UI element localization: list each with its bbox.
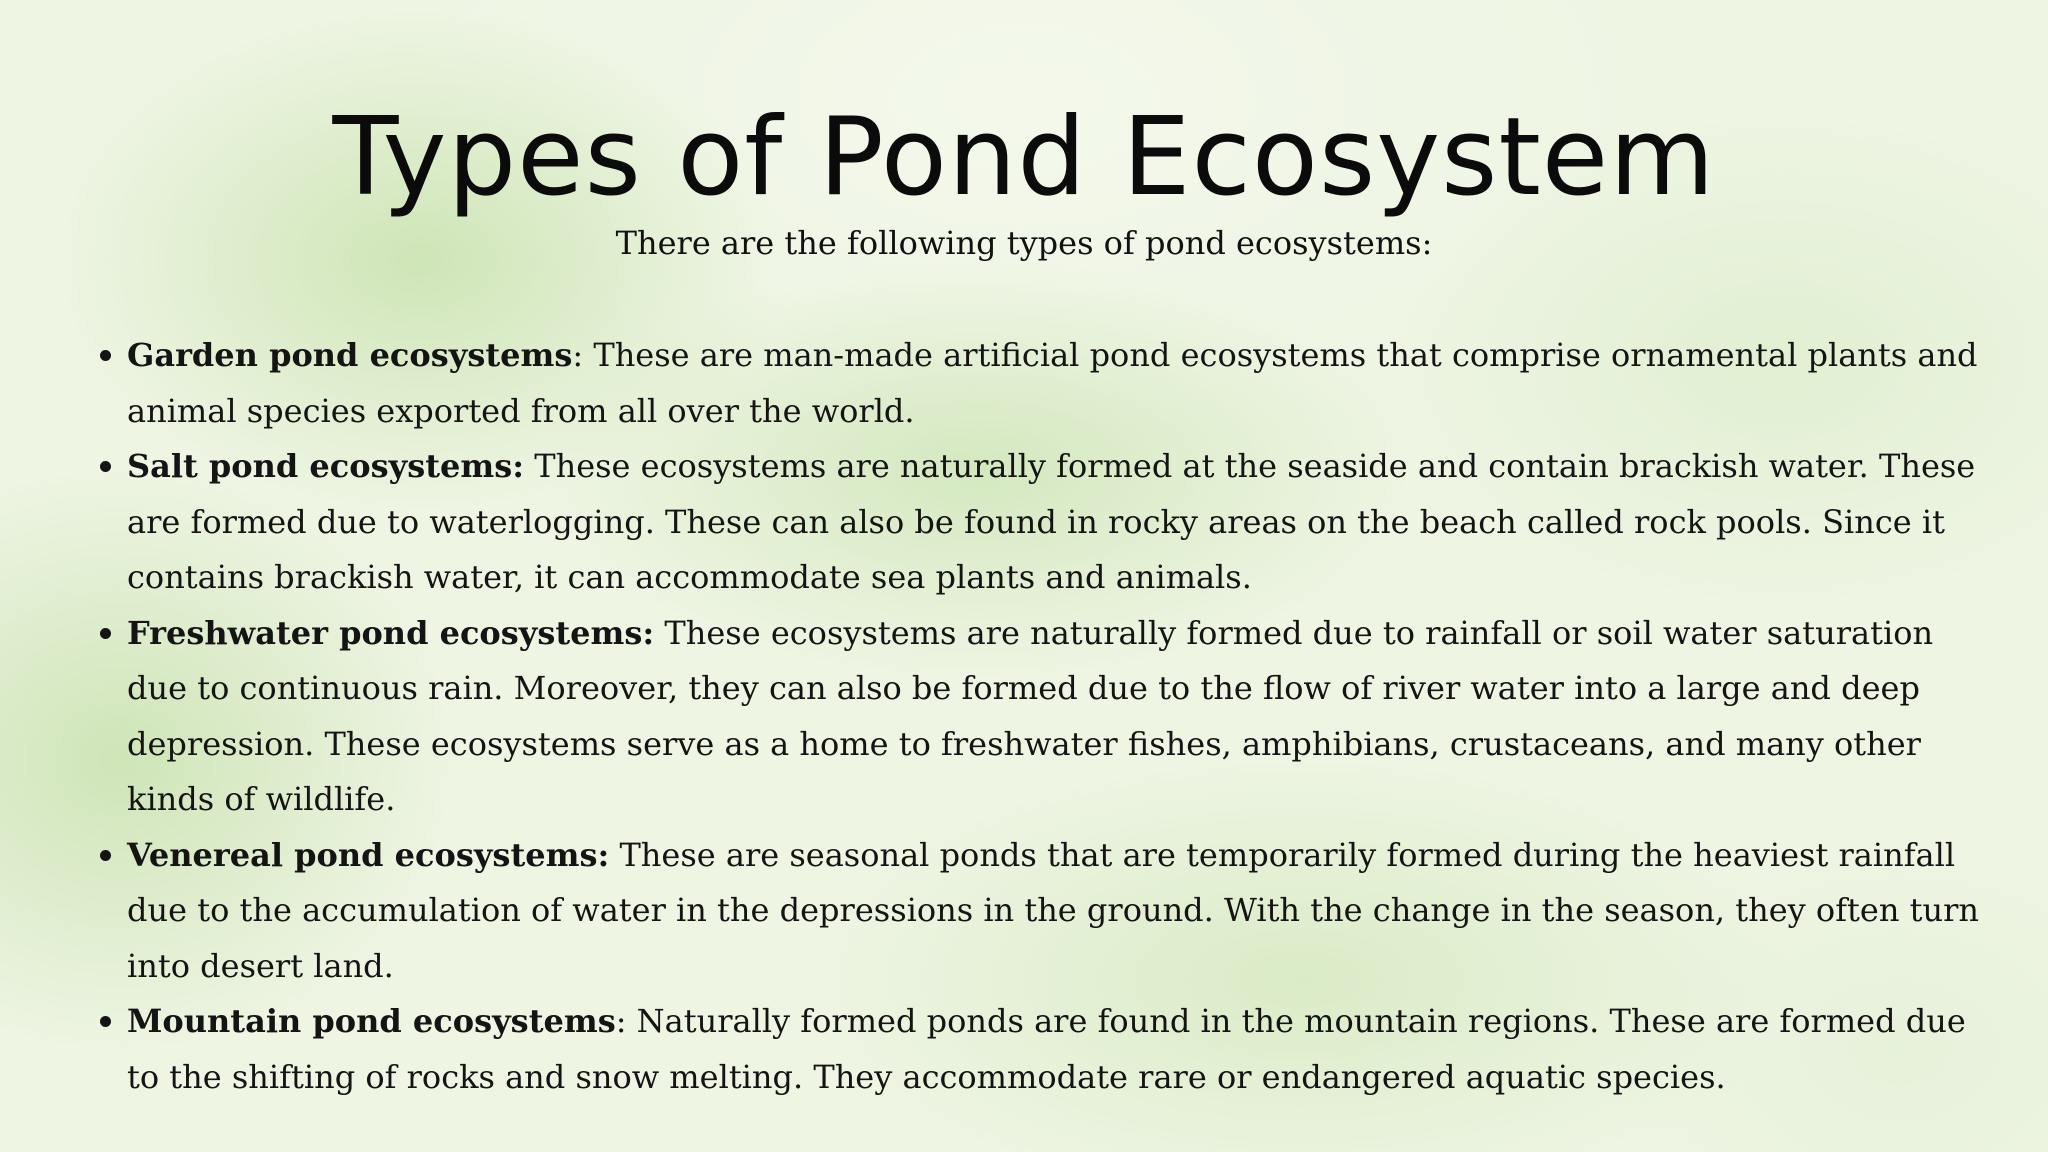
item-description: These are seasonal ponds that are temporarily formed during the heaviest rainfall due to the accumulation of water in the depressions in the ground. With the change in the season, they often turn into desert land.	[127, 835, 1979, 985]
bullet-icon	[100, 350, 111, 361]
slide-title: Types of Pond Ecosystem	[332, 95, 1716, 220]
list-item-salt-pond	[127, 439, 1987, 606]
item-term: Garden pond ecosystems	[127, 336, 573, 374]
bullet-icon	[100, 850, 111, 861]
item-description: Naturally formed ponds are found in the mountain regions. These are formed due to the shifting of rocks and snow melting. They accommodate rare or endangered aquatic species.	[127, 1002, 1966, 1096]
item-term: Mountain pond ecosystems	[127, 1002, 616, 1040]
bullet-icon	[100, 628, 111, 639]
item-separator: :	[615, 1002, 627, 1040]
list-item-garden-pond	[127, 328, 1987, 439]
list-item-mountain-pond	[127, 994, 1987, 1105]
slide-subtitle: There are the following types of pond ecosystems:	[615, 224, 1433, 262]
item-description: These ecosystems are naturally formed due to rainfall or soil water saturation due to continuous rain. Moreover, they can also be formed due to the flow of river water into a large and deep depression. These ecosystems serve as a home to freshwater fishes, amphibians, crustaceans, and many other kinds of wildlife.	[127, 613, 1934, 818]
item-description: These are man-made artificial pond ecosystems that comprise ornamental plants and animal species exported from all over the world.	[127, 336, 1978, 430]
bullet-icon	[100, 461, 111, 472]
bullet-icon	[100, 1016, 111, 1027]
list-item-venereal-pond	[127, 828, 1987, 995]
item-term: Venereal pond ecosystems:	[127, 835, 610, 874]
list-item-freshwater-pond	[127, 606, 1987, 828]
item-term: Freshwater pond ecosystems:	[127, 613, 655, 652]
pond-types-list	[127, 328, 1987, 1105]
item-term: Salt pond ecosystems:	[127, 447, 525, 485]
item-description: These ecosystems are naturally formed at the seaside and contain brackish water. These are formed due to waterlogging. These can also be found in rocky areas on the beach called rock pools. Since it contains brackish water, it can accommodate sea plants and animals.	[127, 447, 1976, 596]
item-separator: :	[572, 336, 584, 374]
